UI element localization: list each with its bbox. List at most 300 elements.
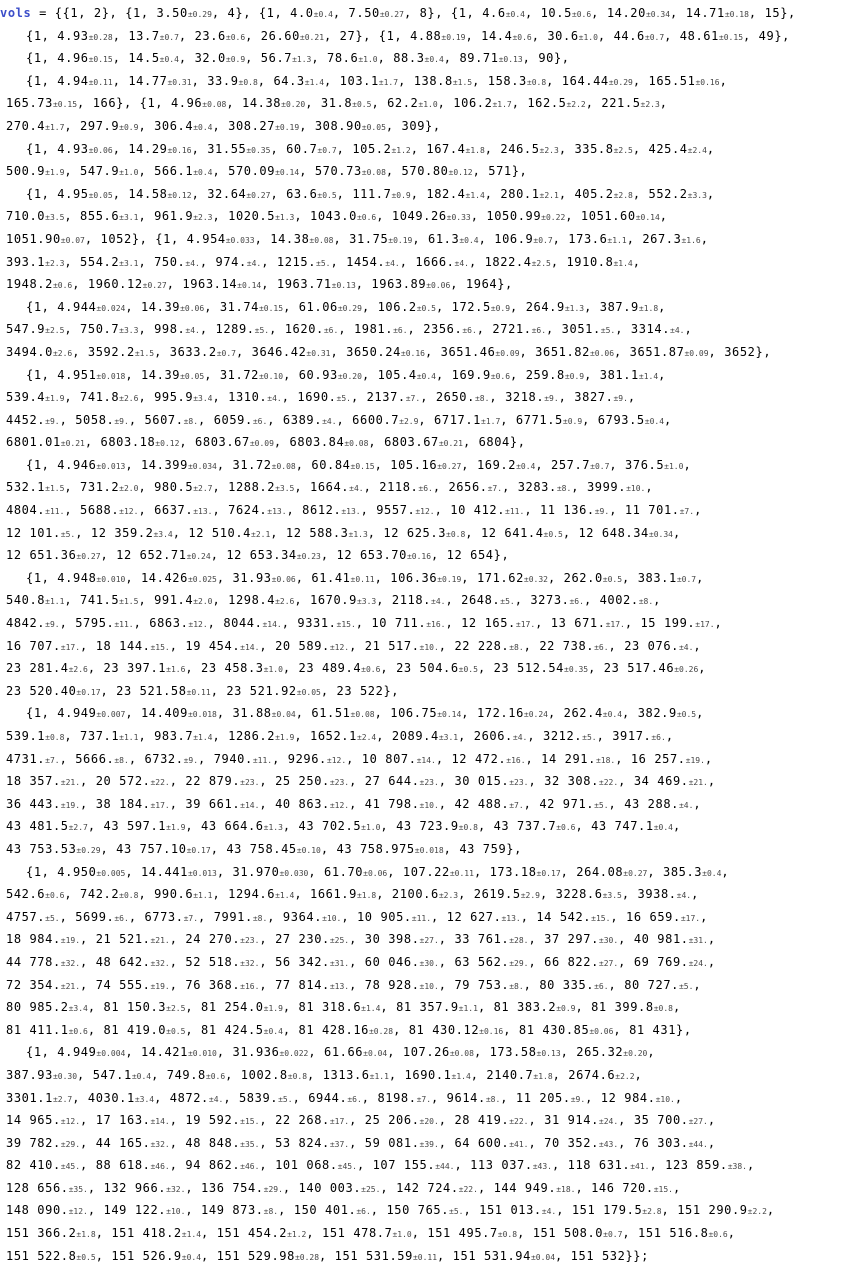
uncertainty: ±14.: [240, 642, 260, 652]
uncertainty: ±0.6: [225, 32, 246, 42]
uncertainty: ±0.6: [708, 1230, 728, 1240]
uncertainty: ±0.09: [495, 348, 520, 358]
uncertainty: ±0.19: [437, 574, 462, 584]
uncertainty: ±0.024: [96, 303, 126, 313]
uncertainty: ±12.: [326, 755, 347, 765]
uncertainty: ±0.7: [317, 145, 337, 155]
uncertainty: ±5.: [582, 733, 597, 742]
output-line: 128 656.±35., 132 966.±32., 136 754.±29., 140 003.±25., 142 724.±22., 144 949.±18., 146 720.±15.,: [6, 1180, 681, 1195]
uncertainty: ±2.7: [193, 484, 213, 494]
uncertainty: ±0.27: [437, 461, 462, 471]
uncertainty: ±41.: [509, 1139, 529, 1149]
uncertainty: ±0.06: [271, 574, 296, 584]
uncertainty: ±0.4: [193, 122, 213, 132]
uncertainty: ±23.: [329, 778, 350, 788]
uncertainty: ±43.: [598, 1139, 619, 1149]
uncertainty: ±0.29: [337, 303, 362, 313]
uncertainty: ±30.: [598, 936, 619, 946]
output-line: 539.1±0.8, 737.1±1.1, 983.7±1.4, 1286.2±1.9, 1652.1±2.4, 2089.4±3.1, 2606.±4., 3212.±5., 3917.±6.,: [6, 729, 674, 743]
uncertainty: ±6.: [594, 981, 609, 991]
uncertainty: ±4.: [678, 800, 694, 810]
uncertainty: ±8.: [252, 913, 268, 923]
uncertainty: ±1.1: [458, 1004, 478, 1014]
uncertainty: ±0.8: [119, 891, 139, 901]
uncertainty: ±2.2: [615, 1071, 635, 1081]
output-line: 500.9±1.9, 547.9±1.0, 566.1±0.4, 570.09±0.14, 570.73±0.08, 570.80±0.12, 571},: [6, 164, 528, 179]
uncertainty: ±15.: [591, 913, 611, 923]
uncertainty: ±0.12: [167, 190, 192, 200]
uncertainty: ±2.3: [640, 100, 660, 110]
uncertainty: ±0.034: [187, 461, 217, 471]
uncertainty: ±10.: [166, 1207, 186, 1217]
output-line: 14 965.±12., 17 163.±14., 19 592.±15., 22 268.±17., 25 206.±20., 28 419.±22., 31 914.±24., 35 700.±27.,: [6, 1113, 716, 1128]
uncertainty: ±0.20: [281, 100, 306, 110]
uncertainty: ±7.: [183, 913, 199, 923]
uncertainty: ±1.4: [465, 190, 485, 200]
uncertainty: ±9.: [594, 507, 610, 517]
uncertainty: ±1.6: [166, 665, 186, 675]
output-line: 4731.±7., 5666.±8., 6732.±9., 7940.±11., 9296.±12., 10 807.±14., 12 472.±16., 14 291.±18., 16 257.±19.,: [6, 751, 713, 766]
uncertainty: ±1.1: [607, 235, 627, 245]
uncertainty: ±0.04: [271, 710, 296, 720]
uncertainty: ±0.30: [52, 1071, 78, 1081]
output-line: 4452.±9., 5058.±9., 5607.±8., 6059.±6., 6389.±4., 6600.7±2.9, 6717.1±1.7, 6771.5±0.9, 6793.5±0.4,: [6, 412, 672, 427]
uncertainty: ±9.: [45, 416, 60, 426]
uncertainty: ±43.: [532, 1162, 552, 1172]
uncertainty: ±3.5: [275, 484, 295, 494]
uncertainty: ±1.9: [45, 168, 65, 178]
uncertainty: ±21.: [60, 981, 81, 991]
uncertainty: ±0.9: [562, 416, 583, 426]
uncertainty: ±0.21: [299, 32, 325, 42]
output-line: 43 753.53±0.29, 43 757.10±0.17, 43 758.45±0.10, 43 758.975±0.018, 43 759},: [6, 841, 522, 856]
uncertainty: ±6.: [418, 484, 433, 494]
uncertainty: ±3.5: [45, 213, 65, 223]
uncertainty: ±1.7: [492, 100, 512, 110]
uncertainty: ±0.8: [458, 823, 478, 833]
uncertainty: ±1.5: [452, 77, 473, 87]
uncertainty: ±2.5: [613, 145, 633, 155]
uncertainty: ±21.: [688, 778, 708, 788]
uncertainty: ±18.: [556, 1184, 576, 1194]
uncertainty: ±6.: [462, 326, 477, 336]
uncertainty: ±0.28: [88, 32, 113, 42]
uncertainty: ±32.: [60, 958, 81, 968]
uncertainty: ±0.14: [275, 168, 300, 178]
uncertainty: ±13.: [329, 981, 350, 991]
uncertainty: ±0.4: [424, 55, 444, 65]
uncertainty: ±3.3: [119, 326, 139, 336]
uncertainty: ±10.: [419, 642, 439, 652]
uncertainty: ±32.: [150, 958, 170, 968]
uncertainty: ±0.4: [602, 710, 623, 720]
uncertainty: ±1.1: [369, 1071, 389, 1081]
uncertainty: ±35.: [68, 1184, 88, 1194]
uncertainty: ±1.4: [275, 891, 295, 901]
uncertainty: ±0.8: [287, 1071, 308, 1081]
uncertainty: ±16.: [506, 755, 526, 765]
uncertainty: ±7.: [487, 484, 503, 494]
uncertainty: ±8.: [183, 416, 199, 426]
uncertainty: ±41.: [630, 1162, 650, 1172]
uncertainty: ±0.05: [88, 190, 113, 200]
uncertainty: ±0.17: [186, 845, 211, 855]
uncertainty: ±0.17: [76, 687, 101, 697]
uncertainty: ±12.: [60, 1117, 81, 1127]
uncertainty: ±1.4: [304, 77, 325, 87]
uncertainty: ±32.: [150, 1139, 170, 1149]
uncertainty: ±2.5: [166, 1004, 186, 1014]
uncertainty: ±0.11: [88, 77, 113, 87]
uncertainty: ±11.: [411, 913, 432, 923]
uncertainty: ±6.: [347, 1094, 362, 1104]
uncertainty: ±7.: [509, 800, 524, 810]
uncertainty: ±0.4: [313, 10, 333, 19]
output-line: {1, 4.93±0.06, 14.29±0.16, 31.55±0.35, 60.7±0.7, 105.2±1.2, 167.4±1.8, 246.5±2.3, 335.8±2.5, 425.4±2.4,: [26, 141, 715, 156]
uncertainty: ±0.005: [96, 868, 126, 878]
uncertainty: ±0.8: [497, 1230, 518, 1240]
uncertainty: ±1.8: [465, 145, 485, 155]
output-line: 1948.2±0.6, 1960.12±0.27, 1963.14±0.14, 1963.71±0.13, 1963.89±0.06, 1964},: [6, 277, 513, 292]
uncertainty: ±0.20: [337, 371, 362, 381]
uncertainty: ±2.4: [356, 733, 377, 742]
uncertainty: ±0.14: [237, 281, 262, 291]
uncertainty: ±7.: [45, 755, 60, 765]
uncertainty: ±0.04: [363, 1049, 388, 1059]
uncertainty: ±0.08: [344, 439, 369, 449]
uncertainty: ±0.9: [490, 303, 511, 313]
uncertainty: ±29.: [60, 1139, 81, 1149]
uncertainty: ±16.: [426, 620, 446, 630]
uncertainty: ±13.: [341, 507, 361, 517]
uncertainty: ±0.4: [193, 168, 213, 178]
uncertainty: ±0.20: [623, 1049, 648, 1059]
uncertainty: ±2.8: [613, 190, 633, 200]
output-line: 12 651.36±0.27, 12 652.71±0.24, 12 653.34±0.23, 12 653.70±0.16, 12 654},: [6, 548, 510, 563]
uncertainty: ±45.: [60, 1162, 81, 1172]
uncertainty: ±0.34: [645, 10, 671, 19]
output-line: 4804.±11., 5688.±12., 6637.±13., 7624.±13., 8612.±13., 9557.±12., 10 412.±11., 11 136.±9., 11 701.±7.,: [6, 503, 702, 518]
uncertainty: ±2.6: [119, 394, 139, 404]
uncertainty: ±1.6: [681, 235, 701, 245]
uncertainty: ±23.: [240, 936, 260, 946]
uncertainty: ±17.: [329, 1117, 350, 1127]
uncertainty: ±1.0: [664, 461, 684, 471]
output-line: {1, 4.950±0.005, 14.441±0.013, 31.970±0.030, 61.70±0.06, 107.22±0.11, 173.18±0.17, 264.08±0.27, 385.3±0.4,: [26, 864, 730, 879]
uncertainty: ±1.7: [481, 416, 501, 426]
uncertainty: ±1.5: [134, 348, 155, 358]
uncertainty: ±0.7: [644, 32, 665, 42]
uncertainty: ±4.: [185, 326, 200, 336]
uncertainty: ±0.11: [449, 868, 474, 878]
uncertainty: ±0.8: [238, 77, 258, 87]
output-line: {1, 4.946±0.013, 14.399±0.034, 31.72±0.08, 60.84±0.15, 105.16±0.27, 169.2±0.4, 257.7±0.7, 376.5±1.0,: [26, 457, 692, 472]
uncertainty: ±0.21: [438, 439, 463, 449]
uncertainty: ±3.5: [602, 891, 622, 901]
uncertainty: ±0.4: [505, 10, 525, 19]
uncertainty: ±0.06: [180, 303, 205, 313]
uncertainty: ±0.010: [96, 574, 126, 584]
uncertainty: ±15.: [336, 620, 356, 630]
uncertainty: ±8.: [509, 981, 524, 991]
uncertainty: ±25.: [329, 936, 350, 946]
uncertainty: ±9.: [613, 394, 628, 404]
uncertainty: ±20.: [419, 1117, 439, 1127]
uncertainty: ±1.1: [45, 597, 65, 607]
uncertainty: ±0.27: [246, 190, 271, 200]
output-line: 547.9±2.5, 750.7±3.3, 998.±4., 1289.±5., 1620.±6., 1981.±6., 2356.±6., 2721.±6., 3051.±5., 3314.±4.,: [6, 322, 693, 337]
uncertainty: ±23.: [509, 778, 529, 788]
uncertainty: ±28.: [509, 936, 529, 946]
uncertainty: ±0.29: [187, 10, 212, 19]
uncertainty: ±0.31: [306, 348, 331, 358]
uncertainty: ±0.29: [76, 845, 101, 855]
uncertainty: ±8.: [474, 394, 490, 404]
output-line: vols = {{1, 2}, {1, 3.50±0.29, 4}, {1, 4.0±0.4, 7.50±0.27, 8}, {1, 4.6±0.4, 10.5±0.6, 14.20±0.34, 14.71±0.18, 15},: [0, 6, 796, 20]
uncertainty: ±0.08: [361, 168, 386, 178]
uncertainty: ±0.7: [676, 574, 697, 584]
output-line: 4842.±9., 5795.±11., 6863.±12., 8044.±14., 9331.±15., 10 711.±16., 12 165.±17., 13 671.±17., 15 199.±17.,: [6, 616, 723, 631]
uncertainty: ±0.15: [88, 55, 113, 65]
uncertainty: ±0.13: [331, 281, 356, 291]
uncertainty: ±12.: [415, 507, 435, 517]
uncertainty: ±13.: [193, 507, 213, 517]
uncertainty: ±2.3: [438, 891, 459, 901]
uncertainty: ±0.17: [536, 868, 561, 878]
uncertainty: ±0.007: [96, 710, 126, 720]
uncertainty: ±0.13: [498, 55, 523, 65]
uncertainty: ±5.: [336, 394, 351, 404]
uncertainty: ±9.: [45, 620, 60, 630]
uncertainty: ±1.4: [193, 733, 213, 742]
uncertainty: ±0.08: [202, 100, 227, 110]
uncertainty: ±4.: [246, 258, 262, 268]
output-line: 393.1±2.3, 554.2±3.1, 750.±4., 974.±4., 1215.±5., 1454.±4., 1666.±4., 1822.4±2.5, 1910.8±1.4,: [6, 254, 641, 269]
uncertainty: ±0.7: [533, 235, 553, 245]
uncertainty: ±5.: [316, 258, 331, 268]
uncertainty: ±0.4: [159, 55, 179, 65]
output-line: 539.4±1.9, 741.8±2.6, 995.9±3.4, 1310.±4., 1690.±5., 2137.±7., 2650.±8., 3218.±9., 3827.±9.,: [6, 390, 636, 405]
uncertainty: ±0.030: [279, 868, 309, 878]
uncertainty: ±0.08: [309, 235, 334, 245]
uncertainty: ±21.: [60, 778, 81, 788]
uncertainty: ±0.19: [388, 235, 413, 245]
uncertainty: ±0.22: [541, 213, 566, 223]
uncertainty: ±0.28: [368, 1026, 394, 1036]
uncertainty: ±21.: [150, 936, 170, 946]
uncertainty: ±22.: [509, 1117, 529, 1127]
uncertainty: ±30.: [419, 958, 439, 968]
uncertainty: ±0.27: [379, 10, 404, 19]
uncertainty: ±31.: [329, 958, 350, 968]
uncertainty: ±1.8: [76, 1230, 96, 1240]
uncertainty: ±0.8: [45, 733, 65, 742]
uncertainty: ±0.4: [263, 1026, 283, 1036]
uncertainty: ±3.4: [134, 1094, 155, 1104]
uncertainty: ±1.0: [418, 100, 438, 110]
uncertainty: ±3.3: [356, 597, 377, 607]
uncertainty: ±1.5: [45, 484, 65, 494]
output-line: {1, 4.93±0.28, 13.7±0.7, 23.6±0.6, 26.60±0.21, 27}, {1, 4.88±0.19, 14.4±0.6, 30.6±1.0, 44.6±0.7, 48.61±0.15, 49},: [26, 28, 790, 43]
uncertainty: ±1.8: [356, 891, 377, 901]
uncertainty: ±27.: [688, 1117, 708, 1127]
uncertainty: ±4.: [267, 394, 282, 404]
uncertainty: ±39.: [419, 1139, 439, 1149]
uncertainty: ±22.: [150, 778, 170, 788]
uncertainty: ±0.018: [187, 710, 217, 720]
uncertainty: ±0.6: [361, 665, 381, 675]
uncertainty: ±1.0: [361, 823, 381, 833]
uncertainty: ±0.06: [426, 281, 451, 291]
uncertainty: ±9.: [114, 416, 129, 426]
uncertainty: ±0.24: [523, 710, 548, 720]
uncertainty: ±0.21: [60, 439, 85, 449]
uncertainty: ±2.2: [747, 1207, 767, 1217]
uncertainty: ±1.0: [119, 168, 139, 178]
uncertainty: ±1.7: [378, 77, 399, 87]
uncertainty: ±0.9: [556, 1004, 576, 1014]
uncertainty: ±1.9: [263, 1004, 283, 1014]
output-line: 165.73±0.15, 166}, {1, 4.96±0.08, 14.38±0.20, 31.8±0.5, 62.2±1.0, 106.2±1.7, 162.5±2.2, 221.5±2.3,: [6, 96, 668, 111]
uncertainty: ±44.: [688, 1139, 708, 1149]
uncertainty: ±22.: [598, 778, 619, 788]
output-line: 148 090.±12., 149 122.±10., 149 873.±8., 150 401.±6., 150 765.±5., 151 013.±4., 151 179.5±2.8, 151 290.9±2.2,: [6, 1203, 775, 1218]
uncertainty: ±45.: [337, 1162, 357, 1172]
uncertainty: ±7.: [416, 1094, 432, 1104]
uncertainty: ±32.: [240, 958, 260, 968]
uncertainty: ±23.: [419, 778, 439, 788]
output-line: 43 481.5±2.7, 43 597.1±1.9, 43 664.6±1.3, 43 702.5±1.0, 43 723.9±0.8, 43 737.7±0.6, 43 747.1±0.4,: [6, 819, 681, 834]
uncertainty: ±27.: [419, 936, 439, 946]
uncertainty: ±27.: [598, 958, 619, 968]
uncertainty: ±3.4: [68, 1004, 88, 1014]
uncertainty: ±0.24: [186, 552, 211, 562]
uncertainty: ±0.022: [279, 1049, 309, 1059]
uncertainty: ±17.: [605, 620, 625, 630]
uncertainty: ±44.: [435, 1162, 455, 1172]
uncertainty: ±1.8: [638, 303, 659, 313]
uncertainty: ±9.: [183, 755, 199, 765]
output-line: 23 281.4±2.6, 23 397.1±1.6, 23 458.3±1.0, 23 489.4±0.6, 23 504.6±0.5, 23 512.54±0.35, 23 517.46±0.26,: [6, 661, 707, 676]
symbol-name: vols: [0, 6, 32, 20]
output-line: 542.6±0.6, 742.2±0.8, 990.6±1.1, 1294.6±1.4, 1661.9±1.8, 2100.6±2.3, 2619.5±2.9, 3228.6±3.5, 3938.±4.,: [6, 887, 699, 902]
uncertainty: ±0.15: [52, 100, 78, 110]
uncertainty: ±1.0: [392, 1230, 412, 1240]
uncertainty: ±32.: [166, 1184, 186, 1194]
uncertainty: ±37.: [329, 1139, 350, 1149]
uncertainty: ±8.: [509, 642, 524, 652]
uncertainty: ±0.08: [350, 710, 375, 720]
uncertainty: ±0.15: [350, 461, 375, 471]
uncertainty: ±7.: [405, 394, 421, 404]
uncertainty: ±0.06: [589, 1026, 614, 1036]
uncertainty: ±8.: [556, 484, 572, 494]
uncertainty: ±19.: [60, 936, 81, 946]
uncertainty: ±17.: [515, 620, 536, 630]
uncertainty: ±0.018: [414, 845, 444, 855]
uncertainty: ±0.06: [363, 868, 388, 878]
uncertainty: ±15.: [240, 1117, 260, 1127]
uncertainty: ±0.34: [648, 529, 673, 539]
uncertainty: ±0.05: [296, 687, 321, 697]
uncertainty: ±0.033: [225, 235, 255, 245]
uncertainty: ±0.19: [275, 122, 300, 132]
uncertainty: ±6.: [594, 642, 609, 652]
output-line: 6801.01±0.21, 6803.18±0.12, 6803.67±0.09, 6803.84±0.08, 6803.67±0.21, 6804},: [6, 435, 526, 450]
uncertainty: ±2.1: [251, 529, 271, 539]
uncertainty: ±0.13: [536, 1049, 561, 1059]
uncertainty: ±0.6: [571, 10, 592, 19]
uncertainty: ±0.11: [350, 574, 375, 584]
output-line: {1, 4.944±0.024, 14.39±0.06, 31.74±0.15, 61.06±0.29, 106.2±0.5, 172.5±0.9, 264.9±1.3, 387.9±1.8,: [26, 299, 666, 314]
uncertainty: ±1.3: [275, 213, 295, 223]
output-line: {1, 4.95±0.05, 14.58±0.12, 32.64±0.27, 63.6±0.5, 111.7±0.9, 182.4±1.4, 280.1±2.1, 405.2±2.8, 552.2±3.3,: [26, 186, 715, 201]
uncertainty: ±0.09: [684, 348, 709, 358]
uncertainty: ±11.: [45, 507, 65, 517]
uncertainty: ±7.: [679, 507, 695, 517]
uncertainty: ±0.4: [644, 416, 665, 426]
uncertainty: ±0.6: [45, 891, 65, 901]
output-line: 1051.90±0.07, 1052}, {1, 4.954±0.033, 14.38±0.08, 31.75±0.19, 61.3±0.4, 106.9±0.7, 173.6±1.1, 267.3±1.6,: [6, 231, 709, 246]
uncertainty: ±10.: [626, 484, 646, 494]
uncertainty: ±17.: [150, 800, 170, 810]
uncertainty: ±0.05: [180, 371, 205, 381]
uncertainty: ±6.: [356, 1207, 371, 1217]
uncertainty: ±2.5: [531, 258, 551, 268]
output-line: 532.1±1.5, 731.2±2.0, 980.5±2.7, 1288.2±3.5, 1664.±4., 2118.±6., 2656.±7., 3283.±8., 3999.±10.,: [6, 480, 654, 495]
uncertainty: ±10.: [322, 913, 342, 923]
output-line: 23 520.40±0.17, 23 521.58±0.11, 23 521.92±0.05, 23 522},: [6, 683, 400, 698]
uncertainty: ±19.: [685, 755, 705, 765]
uncertainty: ±0.26: [674, 665, 699, 675]
uncertainty: ±0.9: [564, 371, 585, 381]
uncertainty: ±0.4: [416, 371, 436, 381]
uncertainty: ±12.: [68, 1207, 88, 1217]
uncertainty: ±1.8: [533, 1071, 553, 1081]
uncertainty: ±0.4: [702, 868, 722, 878]
uncertainty: ±1.9: [166, 823, 186, 833]
uncertainty: ±0.15: [258, 303, 284, 313]
uncertainty: ±29.: [263, 1184, 283, 1194]
uncertainty: ±2.9: [520, 891, 540, 901]
uncertainty: ±0.5: [352, 100, 372, 110]
uncertainty: ±46.: [240, 1162, 260, 1172]
uncertainty: ±0.14: [437, 710, 462, 720]
uncertainty: ±4.: [676, 891, 692, 901]
output-line: {1, 4.94±0.11, 14.77±0.31, 33.9±0.8, 64.3±1.4, 103.1±1.7, 138.8±1.5, 158.3±0.8, 164.44±0.29, 165.51±0.16,: [26, 73, 728, 88]
uncertainty: ±0.12: [155, 439, 180, 449]
uncertainty: ±0.010: [187, 1049, 217, 1059]
output-line: 12 101.±5., 12 359.2±3.4, 12 510.4±2.1, 12 588.3±1.3, 12 625.3±0.8, 12 641.4±0.5, 12 648.34±0.34,: [6, 525, 681, 540]
uncertainty: ±31.: [688, 936, 708, 946]
uncertainty: ±0.16: [167, 145, 192, 155]
uncertainty: ±12.: [188, 620, 208, 630]
uncertainty: ±0.6: [68, 1026, 88, 1036]
uncertainty: ±0.7: [159, 32, 179, 42]
uncertainty: ±3.1: [438, 733, 459, 742]
output-line: 36 443.±19., 38 184.±17., 39 661.±14., 40 863.±12., 41 798.±10., 42 488.±7., 42 971.±5., 43 288.±4.,: [6, 796, 702, 811]
uncertainty: ±0.4: [459, 235, 479, 245]
uncertainty: ±1.1: [193, 891, 213, 901]
uncertainty: ±0.5: [317, 190, 337, 200]
uncertainty: ±0.33: [446, 213, 471, 223]
uncertainty: ±2.6: [52, 348, 73, 358]
output-line: {1, 4.949±0.007, 14.409±0.018, 31.88±0.04, 61.51±0.08, 106.75±0.14, 172.16±0.24, 262.4±0.4, 382.9±0.5,: [26, 706, 704, 721]
uncertainty: ±2.3: [193, 213, 213, 223]
output-line: 710.0±3.5, 855.6±3.1, 961.9±2.3, 1020.5±1.3, 1043.0±0.6, 1049.26±0.33, 1050.99±0.22, 1051.60±0.14,: [6, 209, 668, 224]
uncertainty: ±15.: [653, 1184, 673, 1194]
uncertainty: ±0.9: [119, 122, 139, 132]
